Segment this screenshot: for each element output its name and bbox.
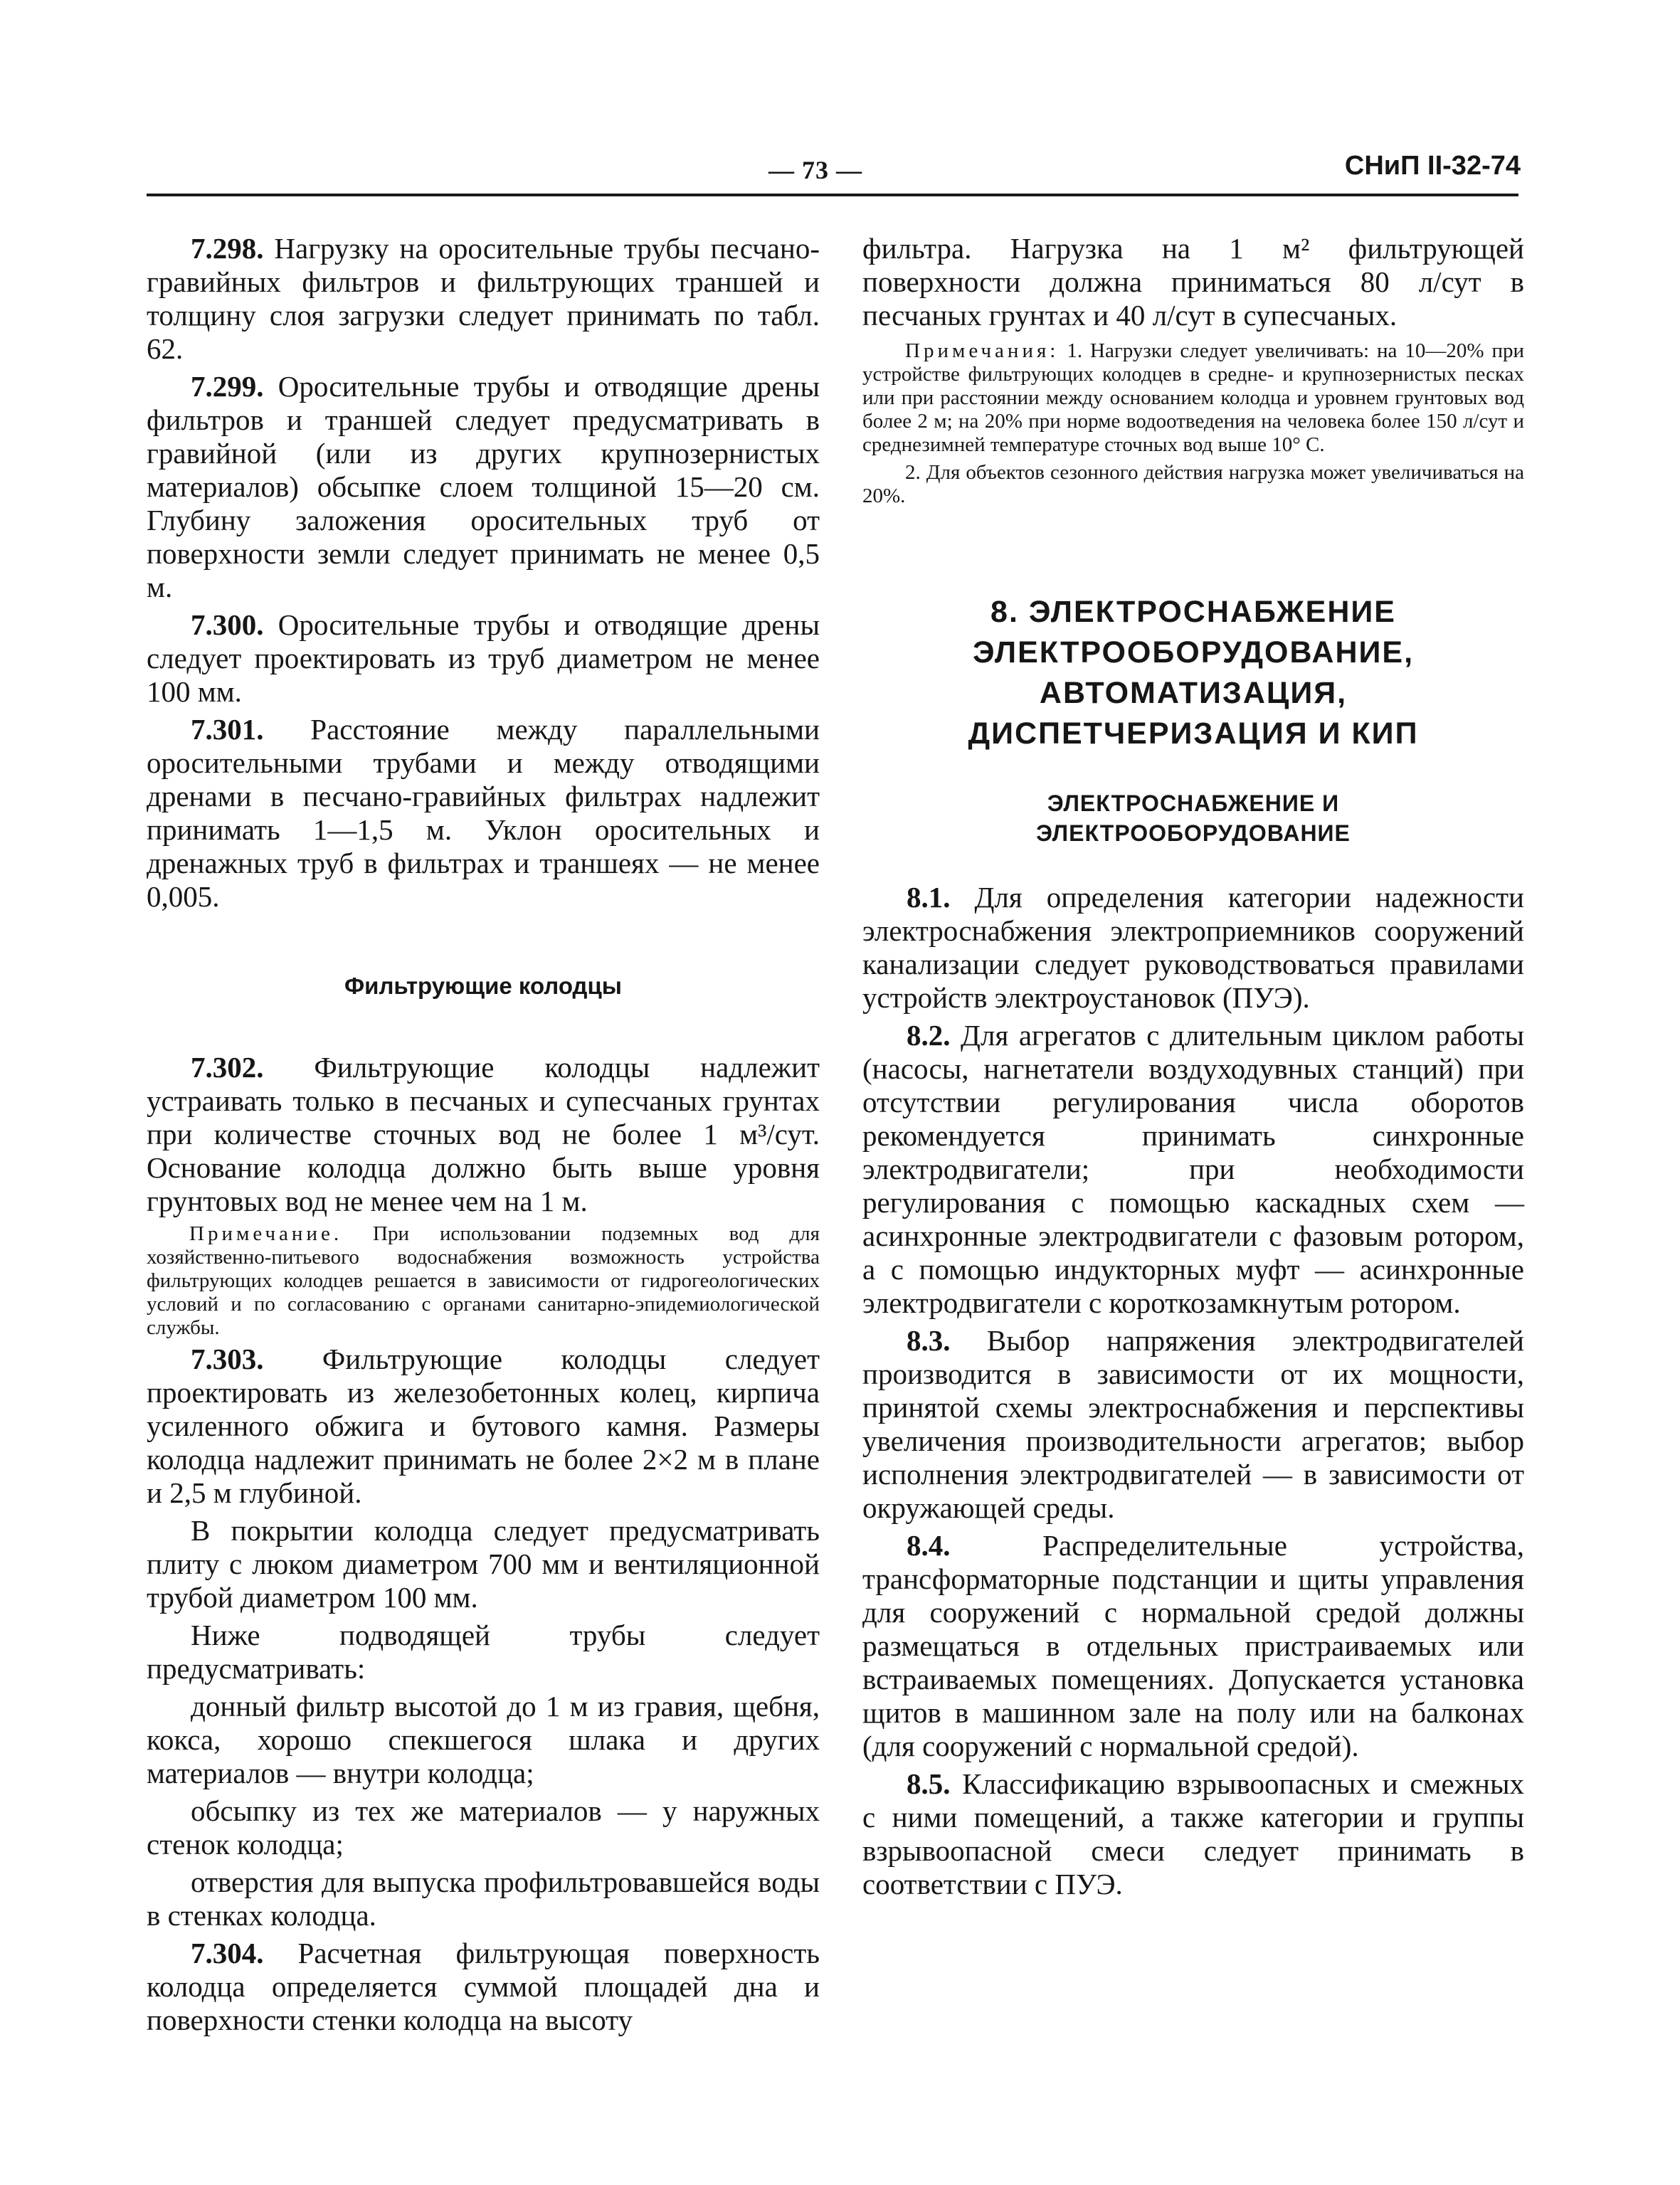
right-column	[862, 232, 1524, 1905]
clause-text: Расстояние между параллельными оросительными трубами и между отводящими дренами в песчано-гравийных фильтрах надлежит принимать 1—1,5 м. Уклон оросительных и дренажных труб в фильтрах и траншеях — не менее 0,005.	[147, 713, 820, 913]
clause-number: 7.299.	[191, 370, 264, 403]
paragraph-below-pipe: Ниже подводящей трубы следует предусматривать:	[147, 1619, 820, 1685]
clause-number: 8.4.	[907, 1529, 951, 1562]
clause-number: 7.300.	[191, 608, 264, 641]
page-number: — 73 —	[768, 156, 862, 184]
clause-7-302	[147, 1051, 820, 1218]
clause-text: Классификацию взрывоопасных и смежных с ними помещений, а также категории и группы взрывоопасной смеси следует принимать в соответствии с ПУЭ.	[862, 1767, 1524, 1900]
notes	[862, 339, 1524, 508]
clause-text: Для агрегатов с длительным циклом работы (насосы, нагнетатели воздуходувных станций) при отсутствии регулирования числа оборотов рекомендуется принимать синхронные электродвигатели; при необходимости регулирования с помощью каскадных схем — асинхронные электродвигатели с фазовым ротором, а с помощью индукторных муфт — асинхронные электродвигатели с короткозамкнутым ротором.	[862, 1019, 1524, 1319]
paragraph-cover: В покрытии колодца следует предусматривать плиту с люком диаметром 700 мм и вентиляционной трубой диаметром 100 мм.	[147, 1514, 820, 1614]
section-subtitle-line: ЭЛЕКТРОСНАБЖЕНИЕ И	[1047, 790, 1340, 816]
list-item: отверстия для выпуска профильтровавшейся воды в стенках колодца.	[147, 1866, 820, 1932]
clause-number: 7.301.	[191, 713, 264, 746]
clause-number: 8.2.	[907, 1019, 951, 1052]
section-title-line: АВТОМАТИЗАЦИЯ,	[1039, 676, 1348, 710]
section-title-line: ДИСПЕТЧЕРИЗАЦИЯ И КИП	[968, 716, 1419, 751]
paragraph-continued: фильтра. Нагрузка на 1 м² фильтрующей поверхности должна приниматься 80 л/сут в песчаных грунтах и 40 л/сут в супесчаных.	[862, 232, 1524, 332]
clause-text: Фильтрующие колодцы надлежит устраивать только в песчаных и супесчаных грунтах при количестве сточных вод не более 1 м³/сут. Основание колодца должно быть выше уровня грунтовых вод не менее чем на 1 м.	[147, 1051, 820, 1217]
clause-text: Расчетная фильтрующая поверхность колодца определяется суммой площадей дна и поверхности стенки колодца на высоту	[147, 1937, 820, 2036]
clause-number: 7.298.	[191, 232, 264, 265]
clause-text: Оросительные трубы и отводящие дрены следует проектировать из труб диаметром не менее 100 мм.	[147, 608, 820, 708]
clause-text: Оросительные трубы и отводящие дрены фильтров и траншей следует предусматривать в гравийной (или из других крупнозернистых материалов) обсыпке слоем толщиной 15—20 см. Глубину заложения оросительных труб от поверхности земли следует принимать не менее 0,5 м.	[147, 370, 820, 603]
clause-text: Нагрузку на оросительные трубы песчано-гравийных фильтров и фильтрующих траншей и толщину слоя загрузки следует принимать по табл. 62.	[147, 232, 820, 365]
note	[147, 1222, 820, 1340]
note-1	[862, 339, 1524, 457]
subheading-filter-wells: Фильтрующие колодцы	[344, 973, 622, 999]
section-subtitle	[862, 788, 1524, 848]
section-title-line: ЭЛЕКТРООБОРУДОВАНИЕ,	[972, 635, 1415, 670]
clause-text: Фильтрующие колодцы следует проектировать из железобетонных колец, кирпича усиленного обжига и бутового камня. Размеры колодца надлежит принимать не более 2×2 м в плане и 2,5 м глубиной.	[147, 1343, 820, 1509]
list-item: донный фильтр высотой до 1 м из гравия, щебня, кокса, хорошо спекшегося шлака и других материалов — внутри колодца;	[147, 1690, 820, 1789]
clause-7-304	[147, 1937, 820, 2037]
note-text: 1. Нагрузки следует увеличивать: на 10—20% при устройстве фильтрующих колодцев в средне- и крупнозернистых песках или при расстоянии между основанием колодца и уровнем грунтовых вод более 2 м; на 20% при норме водоотведения на человека более 150 л/сут и среднезимней температуре сточных вод выше 10° С.	[862, 339, 1524, 456]
clause-7-300	[147, 608, 820, 709]
clause-number: 7.303.	[191, 1343, 264, 1375]
clause-8-3	[862, 1324, 1524, 1525]
clause-8-1	[862, 881, 1524, 1015]
clause-text: Распределительные устройства, трансформаторные подстанции и щиты управления для сооружений с нормальной средой должны размещаться в отдельных пристраиваемых или встраиваемых помещениях. Допускается установка щитов в машинном зале на полу или на балконах (для сооружений с нормальной средой).	[862, 1529, 1524, 1762]
clause-number: 8.3.	[907, 1324, 951, 1357]
clause-number: 7.304.	[191, 1937, 264, 1969]
clause-text: Для определения категории надежности электроснабжения электроприемников сооружений канализации следует руководствоваться правилами устройств электроустановок (ПУЭ).	[862, 881, 1524, 1014]
clause-8-2	[862, 1019, 1524, 1320]
section-subtitle-line: ЭЛЕКТРООБОРУДОВАНИЕ	[1036, 820, 1351, 846]
section-title-line: 8. ЭЛЕКТРОСНАБЖЕНИЕ	[990, 595, 1396, 629]
note-label: Примечание.	[189, 1222, 343, 1245]
clause-7-298	[147, 232, 820, 366]
clause-7-299	[147, 370, 820, 604]
clause-8-4	[862, 1529, 1524, 1763]
note-2: 2. Для объектов сезонного действия нагрузка может увеличиваться на 20%.	[862, 461, 1524, 507]
clause-8-5	[862, 1767, 1524, 1901]
section-title	[862, 592, 1524, 754]
clause-7-303	[147, 1343, 820, 1510]
clause-number: 8.1.	[907, 881, 951, 914]
note-text: При использовании подземных вод для хозяйственно-питьевого водоснабжения возможность устройства фильтрующих колодцев решается в зависимости от гидрогеологических условий и по согласованию с органами санитарно-эпидемиологической службы.	[147, 1222, 820, 1339]
list-item: обсыпку из тех же материалов — у наружных стенок колодца;	[147, 1794, 820, 1861]
clause-number: 8.5.	[907, 1767, 951, 1800]
document-code: СНиП II-32-74	[1344, 151, 1521, 181]
clause-7-301	[147, 713, 820, 914]
left-column	[147, 232, 820, 2041]
header-rule	[147, 194, 1518, 196]
notes-label: Примечания:	[905, 339, 1060, 362]
clause-text: Выбор напряжения электродвигателей производится в зависимости от их мощности, принятой схемы электроснабжения и перспективы увеличения производительности агрегатов; выбор исполнения электродвигателей — в зависимости от окружающей среды.	[862, 1324, 1524, 1524]
clause-number: 7.302.	[191, 1051, 264, 1084]
